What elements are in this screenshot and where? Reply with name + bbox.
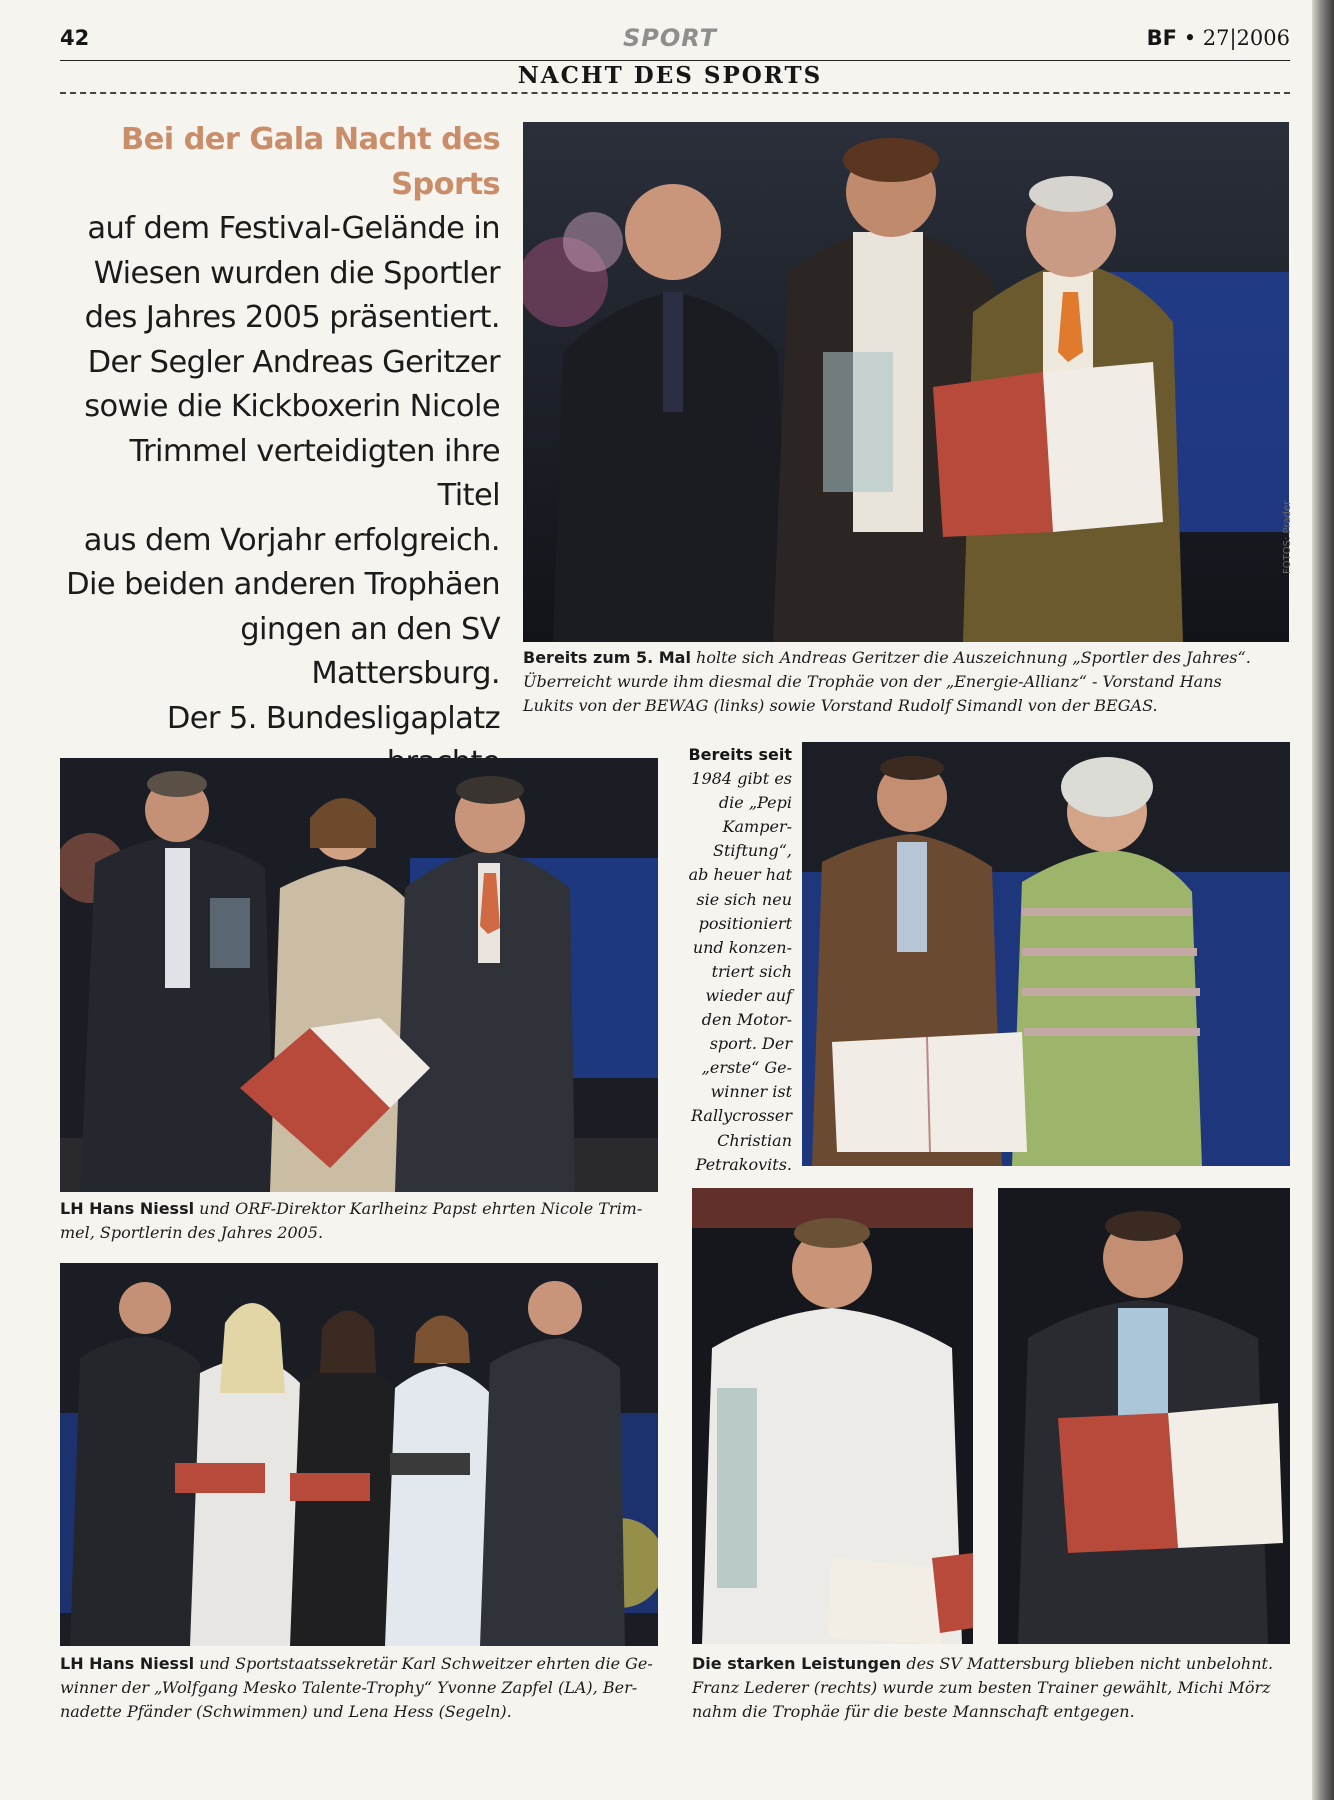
photo-petrakovits-handshake — [802, 742, 1290, 1166]
caption-text: Lukits von der BEWAG (links) sowie Vorstand Rudolf Simandl von der BEGAS. — [523, 696, 1158, 715]
issue-info — [1147, 26, 1290, 50]
caption-lead: Die starken Leistungen — [692, 1654, 902, 1673]
caption-text: und ORF-Direktor Karlheinz Papst ehrten Nicole Trim- — [194, 1199, 643, 1218]
dashed-divider — [60, 92, 1290, 94]
caption-text: winner der „Wolfgang Mesko Talente-Trophy“ Yvonne Zapfel (LA), Ber- — [60, 1678, 638, 1697]
caption-text: nadette Pfänder (Schwimmen) und Lena Hess (Segeln). — [60, 1702, 512, 1721]
intro-line: Trimmel verteidigten ihre Titel — [129, 433, 500, 513]
sidebar-line: sport. Der — [709, 1034, 792, 1054]
caption-lead: LH Hans Niessl — [60, 1199, 195, 1218]
caption-photo-geritzer — [523, 646, 1293, 718]
sidebar-line: Rallycrosser — [690, 1106, 792, 1126]
caption-text: nahm die Trophäe für die beste Mannschaft entgegen. — [692, 1702, 1135, 1721]
sidebar-line: „erste“ Ge- — [701, 1058, 792, 1078]
caption-text: holte sich Andreas Geritzer die Auszeichnung „Sportler des Jahres“. — [690, 648, 1251, 667]
caption-photo-mattersburg — [692, 1652, 1302, 1724]
intro-line: des Jahres 2005 präsentiert. — [84, 300, 500, 335]
page-number: 42 — [60, 26, 90, 50]
sidebar-line: Petrakovits. — [695, 1154, 792, 1174]
sidebar-line: sie sich neu — [696, 889, 792, 909]
sidebar-line: triert sich — [711, 961, 792, 981]
caption-photo-trimmel — [60, 1197, 660, 1245]
sidebar-line: positioniert — [698, 913, 792, 933]
caption-lead: Bereits zum 5. Mal — [523, 648, 691, 667]
photo-geritzer-award — [523, 122, 1289, 642]
photo-trimmel-award — [60, 758, 658, 1192]
intro-line: aus dem Vorjahr erfolgreich. — [83, 522, 500, 558]
intro-line: sowie die Kickboxerin Nicole — [84, 389, 500, 424]
photo-credit: FOTOS: Prader — [1282, 500, 1293, 574]
subsection-title: NACHT DES SPORTS — [517, 62, 823, 89]
page-spine-shadow — [1312, 0, 1334, 1800]
sidebar-line: ab heuer hat — [688, 865, 792, 885]
caption-text: Franz Lederer (rechts) wurde zum besten Trainer gewählt, Michi Mörz — [692, 1678, 1271, 1697]
intro-line: Wiesen wurden die Sportler — [93, 255, 500, 291]
sidebar-line: Stiftung“, — [713, 841, 792, 861]
sidebar-line: 1984 gibt es — [691, 769, 792, 789]
header-rule — [60, 60, 1290, 61]
intro-line: Der Segler Andreas Geritzer — [87, 344, 500, 380]
caption-text: und Sportstaatssekretär Karl Schweitzer ehrten die Ge- — [194, 1654, 653, 1673]
sidebar-line: Kamper- — [722, 817, 792, 837]
intro-line: gingen an den SV Mattersburg. — [240, 611, 500, 691]
section-title: SPORT — [622, 24, 718, 52]
caption-text: mel, Sportlerin des Jahres 2005. — [60, 1223, 324, 1242]
intro-lead: Bei der Gala Nacht des Sports — [120, 122, 500, 202]
caption-photo-talente — [60, 1652, 660, 1724]
photo-talente-trophy — [60, 1263, 658, 1646]
photo-moerz-trophy — [692, 1188, 973, 1644]
caption-lead: LH Hans Niessl — [60, 1654, 195, 1673]
sidebar-lead: Bereits seit — [688, 745, 792, 764]
intro-line: Die beiden anderen Trophäen — [66, 567, 500, 602]
bullet-separator: • — [1183, 26, 1203, 50]
caption-text: Überreicht wurde ihm diesmal die Trophäe von der „Energie-Allianz“ - Vorstand Hans — [523, 672, 1222, 691]
sidebar-line: winner ist — [710, 1082, 792, 1102]
intro-line: auf dem Festival-Gelände in — [87, 211, 500, 246]
publication-name: BF — [1146, 26, 1177, 50]
sidebar-pepi-kamper — [660, 743, 792, 1177]
sidebar-line: Christian — [717, 1130, 792, 1150]
caption-text: des SV Mattersburg blieben nicht unbelohnt. — [901, 1654, 1274, 1673]
issue-number: 27|2006 — [1202, 26, 1290, 50]
sidebar-line: und konzen- — [692, 937, 792, 957]
sidebar-line: die „Pepi — [718, 793, 792, 813]
sidebar-line: den Motor- — [701, 1010, 792, 1030]
sidebar-line: wieder auf — [705, 985, 792, 1005]
photo-lederer-certificate — [998, 1188, 1290, 1644]
intro-line: Der 5. Bundesligaplatz — [166, 700, 500, 736]
